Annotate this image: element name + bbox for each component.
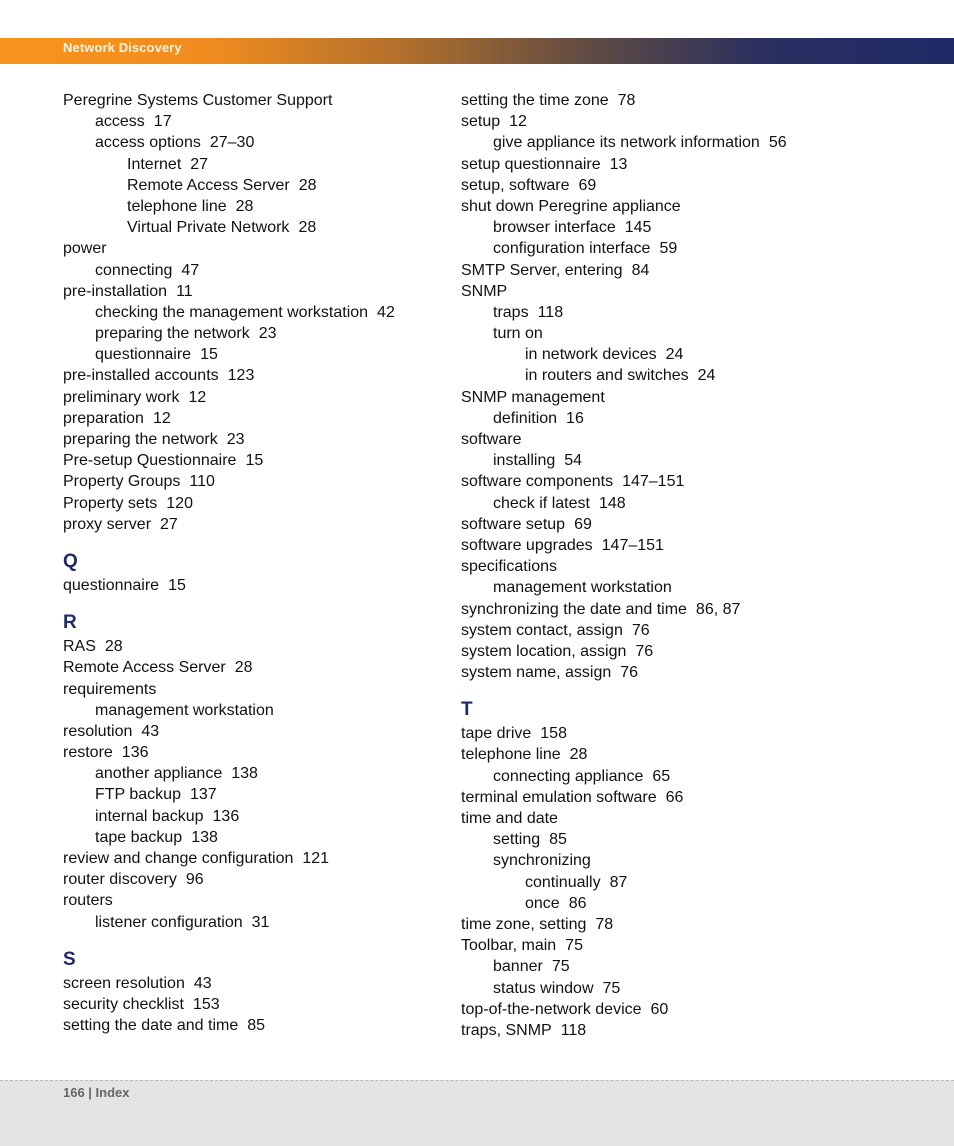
index-term: software setup bbox=[461, 515, 566, 533]
index-entry bbox=[63, 575, 443, 596]
index-term: power bbox=[63, 240, 107, 258]
index-page-ref[interactable]: 28 bbox=[298, 219, 317, 237]
index-page-ref[interactable]: 75 bbox=[551, 958, 570, 976]
index-term: telephone line bbox=[127, 197, 227, 215]
index-entry bbox=[63, 869, 443, 890]
index-entry bbox=[63, 238, 443, 259]
index-term: time and date bbox=[461, 810, 558, 827]
index-term: setting bbox=[493, 831, 541, 849]
index-page-ref[interactable]: 87 bbox=[609, 873, 628, 891]
index-subentry bbox=[461, 893, 941, 914]
index-subentry bbox=[461, 956, 941, 977]
index-subentry bbox=[461, 302, 941, 323]
index-column-right bbox=[461, 90, 941, 1041]
index-entry bbox=[461, 90, 941, 111]
index-subentry bbox=[63, 344, 443, 365]
index-entry bbox=[63, 657, 443, 678]
index-entry bbox=[461, 429, 941, 450]
index-term: Property Groups bbox=[63, 473, 181, 491]
index-entry bbox=[461, 935, 941, 956]
index-entry bbox=[63, 90, 443, 111]
index-term: software bbox=[461, 431, 522, 448]
index-term: questionnaire bbox=[95, 346, 192, 364]
index-page-ref[interactable]: 23 bbox=[226, 431, 245, 448]
index-entry bbox=[63, 890, 443, 911]
index-page-ref[interactable]: 54 bbox=[564, 452, 583, 470]
index-page-ref[interactable]: 137 bbox=[189, 786, 217, 804]
index-page-ref[interactable]: 86 bbox=[568, 894, 587, 912]
index-page-ref[interactable]: 138 bbox=[191, 828, 218, 846]
index-term: requirements bbox=[63, 680, 157, 698]
index-page-ref[interactable]: 12 bbox=[188, 388, 207, 406]
index-subentry bbox=[461, 344, 941, 365]
index-page-ref[interactable]: 85 bbox=[247, 1017, 266, 1035]
index-term: tape drive bbox=[461, 725, 532, 743]
index-term: internal backup bbox=[95, 807, 204, 825]
index-term: browser interface bbox=[493, 219, 616, 237]
index-entry bbox=[461, 914, 941, 935]
running-header-title: Network Discovery bbox=[63, 40, 182, 55]
index-entry bbox=[63, 1015, 443, 1036]
index-entry bbox=[461, 514, 941, 535]
index-section-letter: R bbox=[63, 612, 77, 634]
index-term: definition bbox=[493, 409, 558, 427]
index-entry bbox=[461, 999, 941, 1020]
index-term: Pre-setup Questionnaire bbox=[63, 452, 237, 470]
index-term: give appliance its network information bbox=[493, 134, 760, 152]
index-page-ref[interactable]: 136 bbox=[212, 807, 240, 825]
index-page-ref[interactable]: 85 bbox=[549, 831, 567, 849]
index-term: RAS bbox=[63, 638, 96, 656]
index-page-ref[interactable]: 123 bbox=[227, 367, 255, 385]
index-entry bbox=[63, 450, 443, 471]
index-page-ref[interactable]: 121 bbox=[302, 850, 330, 867]
index-term: restore bbox=[63, 744, 113, 762]
index-subentry bbox=[63, 827, 443, 848]
index-entry bbox=[461, 387, 941, 408]
index-term: terminal emulation software bbox=[461, 788, 657, 806]
index-term: preparation bbox=[63, 409, 144, 427]
index-entry bbox=[461, 1020, 941, 1041]
index-page-ref[interactable]: 17 bbox=[153, 113, 172, 131]
index-page-ref[interactable]: 59 bbox=[659, 240, 678, 258]
index-page-ref[interactable]: 147–151 bbox=[622, 473, 685, 491]
index-entry bbox=[63, 973, 443, 994]
index-subentry bbox=[461, 365, 941, 386]
index-subentry bbox=[63, 302, 443, 323]
index-entry bbox=[461, 111, 941, 132]
index-term: in routers and switches bbox=[525, 367, 689, 385]
index-term: synchronizing the date and time bbox=[461, 600, 687, 618]
index-page-ref[interactable]: 28 bbox=[235, 197, 254, 215]
index-subentry bbox=[63, 217, 443, 238]
index-term: Peregrine Systems Customer Support bbox=[63, 92, 333, 109]
index-page-ref[interactable]: 86, 87 bbox=[695, 600, 741, 618]
index-subentry bbox=[63, 784, 443, 805]
index-entry bbox=[63, 408, 443, 429]
index-term: status window bbox=[493, 979, 594, 997]
index-entry bbox=[63, 679, 443, 700]
index-subentry bbox=[63, 806, 443, 827]
index-subentry bbox=[63, 912, 443, 933]
index-subentry bbox=[461, 450, 941, 471]
index-page-ref[interactable]: 75 bbox=[565, 937, 583, 955]
index-page-ref[interactable]: 84 bbox=[631, 261, 650, 279]
index-page-ref[interactable]: 23 bbox=[258, 325, 277, 343]
index-page-ref[interactable]: 12 bbox=[509, 113, 527, 131]
index-page-ref[interactable]: 118 bbox=[560, 1021, 587, 1039]
index-term: setup bbox=[461, 113, 501, 131]
index-term: top-of-the-network device bbox=[461, 1000, 642, 1018]
index-page-ref[interactable]: 78 bbox=[595, 915, 614, 933]
index-page-ref[interactable]: 147–151 bbox=[601, 536, 664, 554]
index-term: setup, software bbox=[461, 176, 570, 194]
index-subentry bbox=[63, 175, 443, 196]
index-term: installing bbox=[493, 452, 556, 470]
index-term: management workstation bbox=[493, 579, 672, 597]
index-term: Remote Access Server bbox=[63, 659, 226, 677]
index-page-ref[interactable]: 15 bbox=[168, 576, 186, 594]
index-entry bbox=[63, 514, 443, 535]
index-term: connecting bbox=[95, 261, 173, 279]
index-term: configuration interface bbox=[493, 240, 651, 258]
index-entry bbox=[461, 260, 941, 281]
index-page-ref[interactable]: 47 bbox=[181, 261, 200, 279]
index-subentry bbox=[63, 196, 443, 217]
index-section-letter: T bbox=[461, 699, 473, 721]
index-subentry bbox=[63, 260, 443, 281]
index-page-ref[interactable]: 13 bbox=[609, 155, 628, 173]
index-term: management workstation bbox=[95, 701, 274, 719]
index-page-ref[interactable]: 43 bbox=[141, 722, 160, 740]
index-term: synchronizing bbox=[493, 852, 591, 870]
index-term: review and change configuration bbox=[63, 850, 294, 867]
index-subentry bbox=[461, 132, 941, 153]
page-footer: 166 | Index bbox=[63, 1085, 130, 1100]
index-page-ref[interactable]: 118 bbox=[537, 303, 564, 321]
index-entry bbox=[461, 556, 941, 577]
index-term: continually bbox=[525, 873, 601, 891]
index-entry bbox=[63, 742, 443, 763]
index-column-left bbox=[63, 90, 443, 1036]
index-term: setup questionnaire bbox=[461, 155, 601, 173]
index-term: system contact, assign bbox=[461, 621, 623, 639]
index-page-ref[interactable]: 12 bbox=[152, 409, 171, 427]
index-entry bbox=[461, 175, 941, 196]
index-page-ref[interactable]: 69 bbox=[578, 176, 597, 194]
index-subentry bbox=[461, 493, 941, 514]
index-term: software upgrades bbox=[461, 536, 593, 554]
index-term: SNMP bbox=[461, 282, 508, 300]
index-page-ref[interactable]: 28 bbox=[569, 746, 588, 764]
index-entry bbox=[461, 641, 941, 662]
index-entry bbox=[461, 196, 941, 217]
index-subentry bbox=[63, 154, 443, 175]
index-page-ref[interactable]: 148 bbox=[598, 494, 626, 512]
index-entry bbox=[461, 787, 941, 808]
index-term: pre-installed accounts bbox=[63, 367, 219, 385]
index-term: preliminary work bbox=[63, 388, 180, 406]
index-page-ref[interactable]: 65 bbox=[652, 767, 671, 785]
index-page-ref[interactable]: 16 bbox=[566, 409, 584, 427]
index-term: software components bbox=[461, 473, 614, 491]
index-page-ref[interactable]: 27–30 bbox=[209, 134, 255, 152]
footer-band bbox=[0, 1080, 954, 1146]
index-term: another appliance bbox=[95, 765, 223, 783]
index-page-ref[interactable]: 15 bbox=[200, 346, 218, 364]
index-section-letter: S bbox=[63, 948, 76, 970]
index-term: Remote Access Server bbox=[127, 176, 290, 194]
index-term: Internet bbox=[127, 155, 182, 173]
index-entry bbox=[461, 620, 941, 641]
index-page-ref[interactable]: 28 bbox=[234, 659, 253, 677]
index-page-ref[interactable]: 24 bbox=[697, 367, 716, 385]
index-entry bbox=[63, 281, 443, 302]
index-page-ref[interactable]: 75 bbox=[602, 979, 621, 997]
index-term: time zone, setting bbox=[461, 915, 587, 933]
index-page-ref[interactable]: 145 bbox=[624, 219, 652, 237]
index-term: questionnaire bbox=[63, 576, 160, 594]
index-subentry bbox=[461, 978, 941, 999]
index-entry bbox=[461, 471, 941, 492]
index-page-ref[interactable]: 11 bbox=[176, 282, 193, 300]
index-term: screen resolution bbox=[63, 974, 185, 992]
index-entry bbox=[63, 848, 443, 869]
index-term: in network devices bbox=[525, 346, 657, 364]
index-term: listener configuration bbox=[95, 913, 243, 931]
index-term: Property sets bbox=[63, 494, 158, 512]
index-entry bbox=[461, 154, 941, 175]
index-entry bbox=[63, 471, 443, 492]
index-term: specifications bbox=[461, 558, 558, 576]
index-page-ref[interactable]: 120 bbox=[166, 494, 193, 512]
index-subentry bbox=[461, 217, 941, 238]
index-page-ref[interactable]: 27 bbox=[160, 515, 178, 533]
index-term: connecting appliance bbox=[493, 767, 644, 785]
index-term: traps bbox=[493, 303, 529, 321]
index-subentry bbox=[461, 238, 941, 259]
index-entry bbox=[63, 721, 443, 742]
index-term: checking the management workstation bbox=[95, 303, 369, 321]
index-term: telephone line bbox=[461, 746, 561, 764]
index-entry bbox=[63, 365, 443, 386]
index-page-ref[interactable]: 60 bbox=[650, 1000, 669, 1018]
index-term: preparing the network bbox=[95, 325, 250, 343]
index-subentry bbox=[461, 323, 941, 344]
index-page-ref[interactable]: 42 bbox=[377, 303, 395, 321]
index-term: routers bbox=[63, 892, 113, 910]
index-section-letter: Q bbox=[63, 550, 78, 572]
index-subentry bbox=[63, 763, 443, 784]
index-entry bbox=[63, 994, 443, 1015]
index-term: preparing the network bbox=[63, 431, 218, 448]
index-term: once bbox=[525, 894, 560, 912]
index-entry bbox=[461, 535, 941, 556]
index-term: proxy server bbox=[63, 515, 152, 533]
index-entry bbox=[63, 387, 443, 408]
index-entry bbox=[461, 662, 941, 683]
index-subentry bbox=[461, 872, 941, 893]
index-page-ref[interactable]: 66 bbox=[665, 788, 684, 806]
index-entry bbox=[461, 744, 941, 765]
index-term: check if latest bbox=[493, 494, 590, 512]
index-subentry bbox=[63, 132, 443, 153]
index-page-ref[interactable]: 96 bbox=[185, 871, 204, 889]
index-page-ref[interactable]: 15 bbox=[245, 452, 264, 470]
index-page-ref[interactable]: 28 bbox=[104, 638, 123, 656]
index-subentry bbox=[461, 577, 941, 598]
index-term: system name, assign bbox=[461, 664, 612, 682]
index-page-ref[interactable]: 56 bbox=[768, 134, 787, 152]
index-page-ref[interactable]: 158 bbox=[540, 725, 567, 743]
index-entry bbox=[461, 808, 941, 829]
index-subentry bbox=[63, 111, 443, 132]
index-term: turn on bbox=[493, 325, 543, 343]
index-subentry bbox=[461, 829, 941, 850]
index-page-ref[interactable]: 136 bbox=[121, 744, 149, 762]
index-term: tape backup bbox=[95, 828, 183, 846]
index-term: banner bbox=[493, 958, 543, 976]
index-term: shut down Peregrine appliance bbox=[461, 197, 681, 215]
index-term: system location, assign bbox=[461, 642, 627, 660]
index-term: SMTP Server, entering bbox=[461, 261, 623, 279]
index-entry bbox=[63, 429, 443, 450]
index-page-ref[interactable]: 27 bbox=[190, 155, 209, 173]
index-subentry bbox=[461, 408, 941, 429]
index-term: FTP backup bbox=[95, 786, 181, 804]
index-page-ref[interactable]: 78 bbox=[617, 92, 636, 109]
index-page-ref[interactable]: 28 bbox=[298, 176, 317, 194]
index-term: pre-installation bbox=[63, 282, 168, 300]
index-page-ref[interactable]: 76 bbox=[631, 621, 650, 639]
index-page-ref[interactable]: 31 bbox=[251, 913, 270, 931]
index-page-ref[interactable]: 76 bbox=[620, 664, 639, 682]
index-entry bbox=[461, 281, 941, 302]
index-subentry bbox=[461, 766, 941, 787]
index-page-ref[interactable]: 110 bbox=[189, 473, 215, 491]
index-term: setting the time zone bbox=[461, 92, 609, 109]
index-page-ref[interactable]: 24 bbox=[665, 346, 684, 364]
index-term: traps, SNMP bbox=[461, 1021, 552, 1039]
index-page-ref[interactable]: 76 bbox=[635, 642, 654, 660]
index-term: resolution bbox=[63, 722, 133, 740]
index-term: SNMP management bbox=[461, 388, 605, 406]
index-term: access options bbox=[95, 134, 201, 152]
index-term: security checklist bbox=[63, 995, 184, 1013]
index-subentry bbox=[63, 323, 443, 344]
index-entry bbox=[63, 636, 443, 657]
index-term: Toolbar, main bbox=[461, 937, 557, 955]
index-subentry bbox=[461, 850, 941, 871]
index-entry bbox=[63, 493, 443, 514]
index-term: Virtual Private Network bbox=[127, 219, 290, 237]
index-term: access bbox=[95, 113, 145, 131]
index-term: setting the date and time bbox=[63, 1017, 239, 1035]
index-term: router discovery bbox=[63, 871, 177, 889]
index-page-ref[interactable]: 153 bbox=[192, 995, 220, 1013]
index-entry bbox=[461, 599, 941, 620]
index-entry bbox=[461, 723, 941, 744]
index-page-ref[interactable]: 138 bbox=[231, 765, 258, 783]
index-subentry bbox=[63, 700, 443, 721]
index-page-ref[interactable]: 43 bbox=[193, 974, 212, 992]
index-page-ref[interactable]: 69 bbox=[574, 515, 592, 533]
